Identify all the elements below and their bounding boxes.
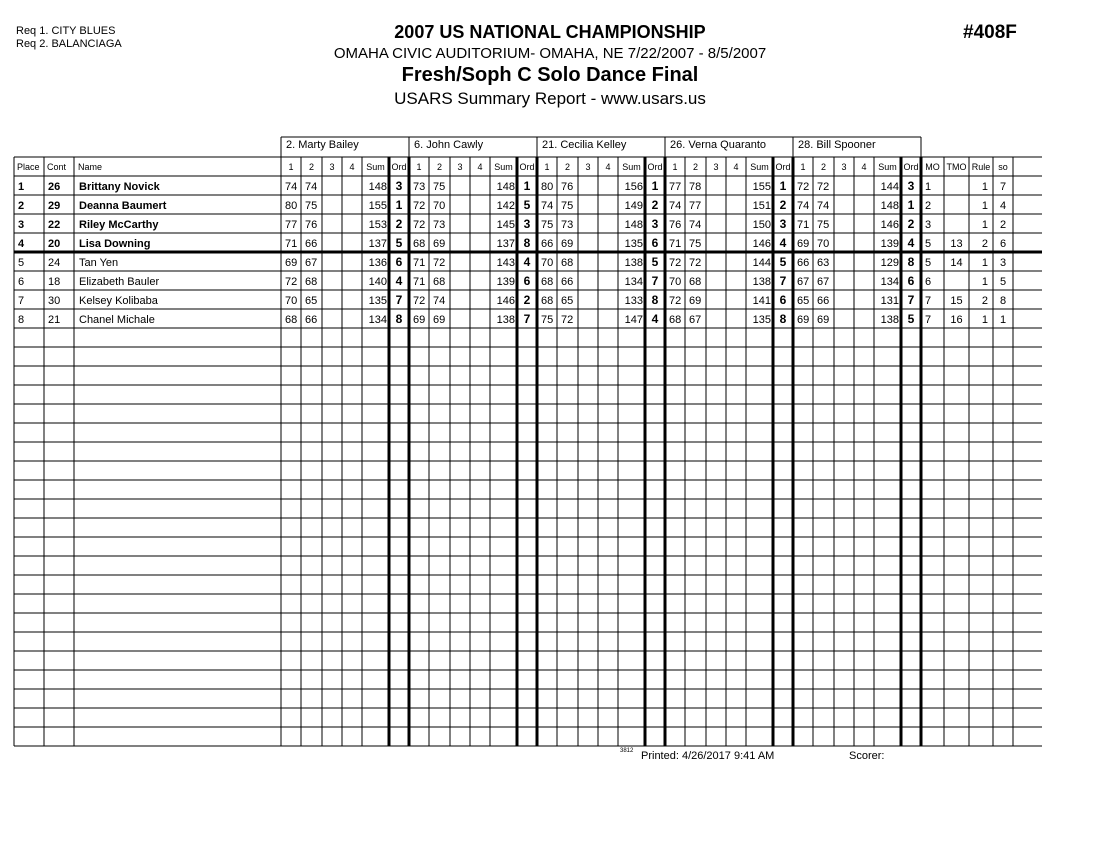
ordinal: 2 xyxy=(907,217,915,231)
score-sum: 138 xyxy=(624,257,643,269)
mo-cell: 7 xyxy=(925,295,932,307)
ordinal: 5 xyxy=(395,236,403,250)
ordinal: 1 xyxy=(907,198,915,212)
header-judge-subcol: Ord xyxy=(391,162,407,172)
score-sum: 135 xyxy=(752,314,771,326)
score-2: 74 xyxy=(689,219,702,231)
score-1: 68 xyxy=(285,314,298,326)
competitor-name: Brittany Novick xyxy=(79,181,160,193)
rule-cell: 2 xyxy=(981,295,988,307)
header-judge-subcol: Sum xyxy=(366,162,385,172)
rule-cell: 1 xyxy=(981,257,988,269)
ordinal: 1 xyxy=(651,179,659,193)
header-judge-subcol: 4 xyxy=(349,162,355,172)
score-2: 75 xyxy=(689,238,702,250)
score-sum: 151 xyxy=(752,200,771,212)
judge-name: 26. Verna Quaranto xyxy=(670,139,767,151)
score-2: 70 xyxy=(433,200,446,212)
place-cell: 2 xyxy=(18,200,25,212)
header-judge-subcol: 2 xyxy=(692,162,699,172)
header-judge-subcol: 1 xyxy=(544,162,550,172)
score-1: 77 xyxy=(669,181,682,193)
cont-cell: 20 xyxy=(48,238,61,250)
score-sum: 149 xyxy=(624,200,643,212)
header-judge-subcol: 4 xyxy=(861,162,867,172)
score-1: 74 xyxy=(669,200,682,212)
cont-cell: 24 xyxy=(48,257,61,269)
score-sum: 138 xyxy=(752,276,771,288)
judge-name: 28. Bill Spooner xyxy=(798,139,876,151)
score-2: 67 xyxy=(817,276,830,288)
score-sum: 148 xyxy=(880,200,899,212)
venue-dates: OMAHA CIVIC AUDITORIUM- OMAHA, NE 7/22/2007 - 8/5/2007 xyxy=(333,45,767,62)
ordinal: 6 xyxy=(651,236,659,250)
header-summary-col: Rule xyxy=(971,162,991,172)
competitor-name: Elizabeth Bauler xyxy=(79,276,160,288)
score-2: 66 xyxy=(561,276,574,288)
score-2: 76 xyxy=(305,219,318,231)
ordinal: 8 xyxy=(779,312,787,326)
score-1: 77 xyxy=(285,219,298,231)
scorer-label: Scorer: xyxy=(849,750,885,762)
header-judge-subcol: 2 xyxy=(436,162,443,172)
score-1: 68 xyxy=(669,314,682,326)
tmo-cell: 14 xyxy=(950,257,963,269)
score-1: 72 xyxy=(413,295,426,307)
score-sum: 140 xyxy=(368,276,387,288)
score-2: 73 xyxy=(561,219,574,231)
ordinal: 5 xyxy=(651,255,659,269)
header-judge-subcol: 3 xyxy=(841,162,847,172)
score-1: 80 xyxy=(285,200,298,212)
score-1: 72 xyxy=(669,257,682,269)
score-1: 72 xyxy=(413,219,426,231)
score-1: 67 xyxy=(797,276,810,288)
score-sum: 134 xyxy=(368,314,387,326)
event-number: #408F xyxy=(963,22,1017,43)
score-1: 69 xyxy=(797,238,810,250)
score-2: 65 xyxy=(305,295,318,307)
cont-cell: 21 xyxy=(48,314,61,326)
score-sum: 137 xyxy=(368,238,387,250)
ordinal: 8 xyxy=(907,255,915,269)
ordinal: 8 xyxy=(395,312,403,326)
ordinal: 3 xyxy=(523,217,531,231)
score-2: 66 xyxy=(817,295,830,307)
place-cell: 7 xyxy=(18,295,25,307)
score-2: 69 xyxy=(433,314,446,326)
score-1: 69 xyxy=(285,257,298,269)
so-cell: 6 xyxy=(999,238,1007,250)
header-judge-subcol: 2 xyxy=(308,162,315,172)
competitor-name: Riley McCarthy xyxy=(79,219,159,231)
score-2: 78 xyxy=(689,181,702,193)
printed-timestamp: Printed: 4/26/2017 9:41 AM xyxy=(641,750,775,762)
score-1: 71 xyxy=(669,238,682,250)
header-judge-subcol: 4 xyxy=(605,162,611,172)
score-sum: 150 xyxy=(752,219,771,231)
cont-cell: 26 xyxy=(48,181,61,193)
header-judge-subcol: Ord xyxy=(519,162,535,172)
score-2: 75 xyxy=(817,219,830,231)
score-sum: 135 xyxy=(624,238,643,250)
score-sum: 137 xyxy=(496,238,515,250)
score-1: 72 xyxy=(797,181,810,193)
ordinal: 7 xyxy=(523,312,531,326)
header-judge-subcol: Ord xyxy=(903,162,919,172)
header-judge-subcol: Sum xyxy=(750,162,769,172)
score-1: 69 xyxy=(797,314,810,326)
tmo-cell: 15 xyxy=(950,295,963,307)
score-1: 69 xyxy=(413,314,426,326)
header-judge-subcol: Sum xyxy=(878,162,897,172)
header-summary-col: MO xyxy=(925,162,940,172)
score-sum: 156 xyxy=(624,181,643,193)
score-2: 68 xyxy=(689,276,702,288)
score-2: 72 xyxy=(561,314,574,326)
header-judge-subcol: 3 xyxy=(713,162,719,172)
score-sum: 146 xyxy=(752,238,771,250)
cont-cell: 29 xyxy=(48,200,61,212)
place-cell: 5 xyxy=(18,257,25,269)
header-judge-subcol: Sum xyxy=(494,162,513,172)
ordinal: 1 xyxy=(779,179,787,193)
tmo-cell: 13 xyxy=(950,238,963,250)
ordinal: 3 xyxy=(779,217,787,231)
competitor-name: Deanna Baumert xyxy=(79,200,167,212)
ordinal: 6 xyxy=(523,274,531,288)
competitor-name: Lisa Downing xyxy=(79,238,151,250)
score-sum: 146 xyxy=(496,295,515,307)
ordinal: 3 xyxy=(395,179,403,193)
ordinal: 6 xyxy=(395,255,403,269)
mo-cell: 6 xyxy=(925,276,932,288)
score-2: 77 xyxy=(689,200,702,212)
request-1: Req 1. CITY BLUES xyxy=(16,25,116,37)
score-1: 71 xyxy=(797,219,810,231)
score-2: 76 xyxy=(561,181,574,193)
score-2: 75 xyxy=(433,181,446,193)
score-2: 67 xyxy=(305,257,318,269)
score-2: 66 xyxy=(305,238,318,250)
score-sum: 136 xyxy=(368,257,387,269)
score-sum: 153 xyxy=(368,219,387,231)
ordinal: 7 xyxy=(779,274,787,288)
competitor-name: Tan Yen xyxy=(79,257,119,269)
print-code: 3812 xyxy=(620,748,634,754)
judge-name: 6. John Cawly xyxy=(414,139,484,151)
score-sum: 138 xyxy=(496,314,515,326)
header-judge-subcol: 2 xyxy=(820,162,827,172)
competitor-name: Chanel Michale xyxy=(79,314,155,326)
score-2: 75 xyxy=(561,200,574,212)
ordinal: 3 xyxy=(907,179,915,193)
header-judge-subcol: 1 xyxy=(416,162,422,172)
score-2: 74 xyxy=(817,200,830,212)
rule-cell: 1 xyxy=(981,181,988,193)
header-judge-subcol: 3 xyxy=(585,162,591,172)
score-sum: 131 xyxy=(880,295,899,307)
score-2: 72 xyxy=(433,257,446,269)
place-cell: 6 xyxy=(18,276,25,288)
header-summary-col: TMO xyxy=(946,162,967,172)
score-1: 68 xyxy=(413,238,426,250)
so-cell: 3 xyxy=(999,257,1007,269)
ordinal: 1 xyxy=(395,198,403,212)
header-judge-subcol: 4 xyxy=(733,162,739,172)
score-1: 66 xyxy=(541,238,554,250)
score-2: 72 xyxy=(689,257,702,269)
request-2: Req 2. BALANCIAGA xyxy=(16,38,122,50)
score-1: 76 xyxy=(669,219,682,231)
ordinal: 7 xyxy=(651,274,659,288)
score-1: 72 xyxy=(413,200,426,212)
ordinal: 2 xyxy=(651,198,659,212)
so-cell: 8 xyxy=(999,295,1007,307)
ordinal: 8 xyxy=(651,293,659,307)
ordinal: 6 xyxy=(779,293,787,307)
score-sum: 139 xyxy=(880,238,899,250)
place-cell: 4 xyxy=(18,238,25,250)
so-cell: 5 xyxy=(999,276,1007,288)
so-cell: 7 xyxy=(999,181,1007,193)
score-sum: 144 xyxy=(880,181,899,193)
score-sum: 148 xyxy=(368,181,387,193)
score-sum: 135 xyxy=(368,295,387,307)
score-1: 74 xyxy=(541,200,554,212)
score-2: 74 xyxy=(433,295,446,307)
place-cell: 3 xyxy=(18,219,25,231)
mo-cell: 7 xyxy=(925,314,932,326)
score-2: 69 xyxy=(689,295,702,307)
mo-cell: 2 xyxy=(925,200,932,212)
score-sum: 138 xyxy=(880,314,899,326)
header-judge-subcol: 2 xyxy=(564,162,571,172)
place-cell: 1 xyxy=(18,181,25,193)
score-1: 74 xyxy=(285,181,298,193)
score-sum: 148 xyxy=(624,219,643,231)
championship-title: 2007 US NATIONAL CHAMPIONSHIP xyxy=(394,22,706,42)
place-cell: 8 xyxy=(18,314,25,326)
score-sum: 143 xyxy=(496,257,515,269)
score-2: 63 xyxy=(817,257,830,269)
so-cell: 1 xyxy=(999,314,1007,326)
cont-cell: 22 xyxy=(48,219,61,231)
header-judge-subcol: 4 xyxy=(477,162,483,172)
ordinal: 2 xyxy=(779,198,787,212)
rule-cell: 1 xyxy=(981,276,988,288)
score-1: 68 xyxy=(541,295,554,307)
score-2: 70 xyxy=(817,238,830,250)
score-2: 74 xyxy=(305,181,318,193)
ordinal: 5 xyxy=(523,198,531,212)
report-title: USARS Summary Report - www.usars.us xyxy=(394,89,706,108)
ordinal: 2 xyxy=(523,293,531,307)
score-1: 70 xyxy=(669,276,682,288)
score-sum: 144 xyxy=(752,257,771,269)
score-1: 66 xyxy=(797,257,810,269)
header-judge-subcol: 3 xyxy=(457,162,463,172)
score-sum: 145 xyxy=(496,219,515,231)
header-judge-subcol: Ord xyxy=(647,162,663,172)
ordinal: 3 xyxy=(651,217,659,231)
score-1: 65 xyxy=(797,295,810,307)
score-2: 68 xyxy=(433,276,446,288)
header-judge-subcol: 1 xyxy=(800,162,806,172)
ordinal: 6 xyxy=(907,274,915,288)
score-sum: 155 xyxy=(752,181,771,193)
header-cont: Cont xyxy=(47,162,67,172)
score-sum: 139 xyxy=(496,276,515,288)
score-1: 75 xyxy=(541,314,554,326)
event-title: Fresh/Soph C Solo Dance Final xyxy=(401,64,699,86)
score-1: 72 xyxy=(669,295,682,307)
mo-cell: 3 xyxy=(925,219,932,231)
header-judge-subcol: Sum xyxy=(622,162,641,172)
score-2: 66 xyxy=(305,314,318,326)
score-2: 69 xyxy=(817,314,830,326)
score-1: 71 xyxy=(285,238,298,250)
header-summary-col: so xyxy=(998,162,1008,172)
judge-name: 21. Cecilia Kelley xyxy=(542,139,627,151)
mo-cell: 5 xyxy=(925,257,932,269)
score-2: 72 xyxy=(817,181,830,193)
score-2: 68 xyxy=(305,276,318,288)
header-judge-subcol: 3 xyxy=(329,162,335,172)
score-2: 68 xyxy=(561,257,574,269)
score-sum: 134 xyxy=(624,276,643,288)
rule-cell: 1 xyxy=(981,314,988,326)
header-judge-subcol: 1 xyxy=(672,162,678,172)
score-1: 68 xyxy=(541,276,554,288)
so-cell: 4 xyxy=(999,200,1007,212)
so-cell: 2 xyxy=(999,219,1007,231)
ordinal: 4 xyxy=(395,274,403,288)
score-sum: 134 xyxy=(880,276,899,288)
score-2: 65 xyxy=(561,295,574,307)
score-sum: 148 xyxy=(496,181,515,193)
score-sum: 146 xyxy=(880,219,899,231)
score-1: 73 xyxy=(413,181,426,193)
rule-cell: 1 xyxy=(981,200,988,212)
score-2: 69 xyxy=(561,238,574,250)
score-2: 69 xyxy=(433,238,446,250)
header-place: Place xyxy=(17,162,40,172)
score-1: 80 xyxy=(541,181,554,193)
score-sum: 133 xyxy=(624,295,643,307)
ordinal: 5 xyxy=(779,255,787,269)
mo-cell: 5 xyxy=(925,238,932,250)
ordinal: 4 xyxy=(651,312,659,326)
ordinal: 4 xyxy=(907,236,915,250)
score-1: 70 xyxy=(541,257,554,269)
cont-cell: 18 xyxy=(48,276,61,288)
score-1: 70 xyxy=(285,295,298,307)
competitor-name: Kelsey Kolibaba xyxy=(79,295,158,307)
ordinal: 8 xyxy=(523,236,531,250)
score-1: 72 xyxy=(285,276,298,288)
rule-cell: 1 xyxy=(981,219,988,231)
score-sum: 155 xyxy=(368,200,387,212)
header-judge-subcol: 1 xyxy=(288,162,294,172)
score-2: 67 xyxy=(689,314,702,326)
ordinal: 4 xyxy=(523,255,531,269)
header-judge-subcol: Ord xyxy=(775,162,791,172)
score-1: 75 xyxy=(541,219,554,231)
score-1: 71 xyxy=(413,257,426,269)
mo-cell: 1 xyxy=(925,181,932,193)
cont-cell: 30 xyxy=(48,295,61,307)
ordinal: 7 xyxy=(907,293,915,307)
rule-cell: 2 xyxy=(981,238,988,250)
score-1: 74 xyxy=(797,200,810,212)
judge-name: 2. Marty Bailey xyxy=(286,139,359,151)
score-1: 71 xyxy=(413,276,426,288)
ordinal: 4 xyxy=(779,236,787,250)
ordinal: 7 xyxy=(395,293,403,307)
score-2: 73 xyxy=(433,219,446,231)
score-sum: 147 xyxy=(624,314,643,326)
score-2: 75 xyxy=(305,200,318,212)
tmo-cell: 16 xyxy=(950,314,963,326)
ordinal: 2 xyxy=(395,217,403,231)
score-sum: 129 xyxy=(880,257,899,269)
ordinal: 5 xyxy=(907,312,915,326)
header-name: Name xyxy=(78,162,103,172)
score-sum: 142 xyxy=(496,200,515,212)
ordinal: 1 xyxy=(523,179,531,193)
score-sum: 141 xyxy=(752,295,771,307)
